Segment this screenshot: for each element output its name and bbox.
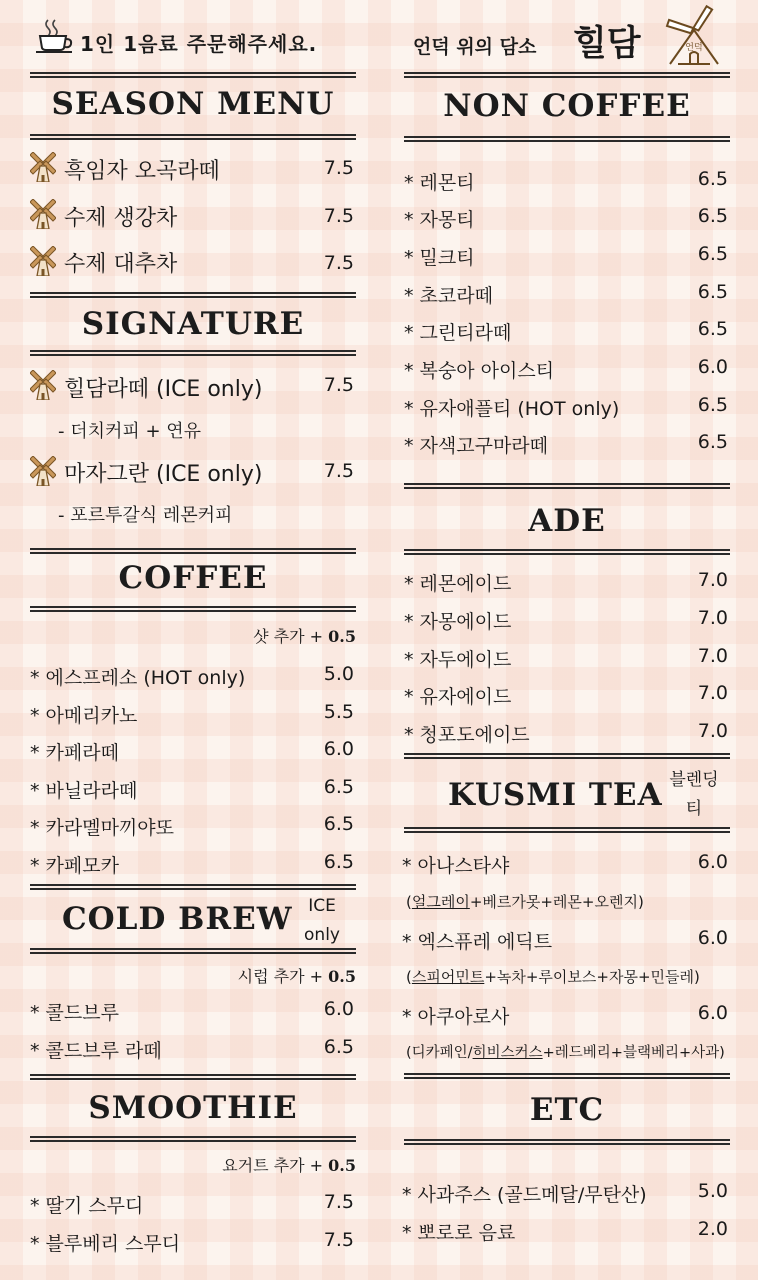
divider: [404, 1139, 730, 1145]
tea-blend-desc: [406, 891, 644, 912]
smoothie-title: SMOOTHIE: [88, 1090, 298, 1126]
menu-item-name: * 엑스퓨레 에딕트: [402, 931, 553, 953]
menu-item-name: * 콜드브루 라떼: [30, 1040, 162, 1062]
menu-item-price: 6.5: [697, 318, 728, 340]
tea-blend-desc: [406, 1041, 725, 1062]
signature-item-name: 힐담라떼 (ICE only): [64, 377, 263, 402]
blend-note-line: 블렌딩: [669, 770, 719, 790]
menu-item-name: * 아메리카노: [30, 705, 138, 727]
smoothie-addon-note: [150, 1153, 356, 1176]
menu-item-name: * 레몬에이드: [404, 573, 512, 595]
menu-item-price: 5.0: [697, 1180, 728, 1202]
divider: [404, 72, 730, 78]
signature-item-desc: - 더치커피 + 연유: [58, 421, 202, 442]
menu-item-name: * 아쿠아로사: [402, 1006, 510, 1028]
menu-item-name: * 자몽에이드: [404, 611, 512, 633]
menu-item-price: 6.0: [323, 738, 354, 760]
menu-item-name: * 카라멜마끼야또: [30, 817, 175, 839]
menu-item-price: 2.0: [697, 1218, 728, 1240]
menu-item-price: 6.0: [697, 356, 728, 378]
season-menu-title: SEASON MENU: [51, 86, 335, 122]
menu-item-price: 6.5: [323, 813, 354, 835]
ice-note-line: ICE: [308, 896, 336, 916]
brand-tagline: 언덕 위의 담소: [413, 36, 537, 58]
divider: [404, 483, 730, 489]
menu-item-price: 7.0: [697, 720, 728, 742]
menu-item-name: * 청포도에이드: [404, 724, 530, 746]
season-item-price: 7.5: [323, 205, 354, 227]
divider: [404, 549, 730, 555]
desc-rest: +베르가못+레몬+오렌지): [469, 893, 644, 911]
windmill-icon: [30, 370, 56, 400]
menu-item-name: * 카페라떼: [30, 742, 119, 764]
menu-item-price: 6.5: [697, 168, 728, 190]
menu-item-price: 6.5: [323, 1036, 354, 1058]
divider: [30, 884, 356, 890]
divider: [404, 1073, 730, 1079]
cold-brew-addon-note: [150, 964, 356, 987]
menu-item-name: * 자두에이드: [404, 649, 512, 671]
addon-label: 샷 추가 +: [253, 627, 329, 646]
addon-price: 0.5: [328, 1156, 356, 1175]
addon-price: 0.5: [328, 967, 356, 986]
addon-price: 0.5: [328, 627, 356, 646]
menu-item-price: 6.5: [697, 281, 728, 303]
divider: [30, 134, 356, 140]
logo-text: 언덕: [685, 43, 703, 53]
menu-item-price: 6.0: [323, 998, 354, 1020]
divider: [30, 1074, 356, 1080]
menu-item-name: * 자색고구마라떼: [404, 435, 549, 457]
season-item-name: 수제 대추차: [64, 252, 178, 277]
menu-item-price: 5.5: [323, 701, 354, 723]
signature-item-name: 마자그란 (ICE only): [64, 462, 263, 487]
brand-name: 힐담: [573, 24, 641, 64]
menu-item-name: * 복숭아 아이스티: [404, 360, 555, 382]
menu-item-name: * 뽀로로 음료: [402, 1222, 516, 1244]
kusmi-blend-note: [664, 766, 724, 824]
windmill-icon: [30, 152, 56, 182]
desc-highlight: 얼그레이: [411, 893, 470, 911]
season-item-price: 7.5: [323, 157, 354, 179]
blend-note-line: 티: [685, 799, 703, 819]
menu-item-name: * 바닐라라떼: [30, 780, 138, 802]
signature-item-price: 7.5: [323, 374, 354, 396]
menu-item-price: 6.0: [697, 1002, 728, 1024]
windmill-icon: [30, 199, 56, 229]
divider: [30, 548, 356, 554]
addon-label: 시럽 추가 +: [237, 967, 329, 986]
menu-item-name: * 초코라떼: [404, 285, 493, 307]
coffee-title: COFFEE: [118, 560, 268, 596]
kusmi-tea-title: KUSMI TEA: [448, 777, 663, 813]
desc-prefix: (디카페인/: [406, 1045, 473, 1061]
menu-item-name: * 자몽티: [404, 209, 475, 231]
menu-item-name: * 딸기 스무디: [30, 1195, 144, 1217]
signature-item-price: 7.5: [323, 460, 354, 482]
menu-item-price: 7.0: [697, 607, 728, 629]
coffee-addon-note: [150, 624, 356, 647]
menu-item-price: 7.0: [697, 569, 728, 591]
order-notice: 1인 1음료 주문해주세요.: [80, 32, 318, 56]
windmill-logo-icon: [662, 4, 726, 68]
windmill-icon: [30, 456, 56, 486]
menu-item-name: * 유자에이드: [404, 686, 512, 708]
menu-item-name: * 밀크티: [404, 247, 475, 269]
menu-item-name: * 그린티라떼: [404, 322, 512, 344]
ice-note-line: only: [304, 925, 340, 945]
desc-prefix: (: [406, 968, 412, 986]
menu-item-price: 6.5: [323, 851, 354, 873]
season-item-name: 수제 생강차: [64, 206, 178, 231]
desc-highlight: 히비스커스: [472, 1045, 543, 1061]
menu-item-price: 7.5: [323, 1191, 354, 1213]
desc-prefix: (: [406, 893, 412, 911]
non-coffee-title: NON COFFEE: [443, 88, 691, 124]
windmill-icon: [30, 246, 56, 276]
menu-item-price: 7.0: [697, 645, 728, 667]
etc-title: ETC: [529, 1092, 605, 1128]
menu-item-name: * 블루베리 스무디: [30, 1233, 181, 1255]
season-item-name: 흑임자 오곡라떼: [64, 159, 220, 184]
menu-item-name: * 유자애플티 (HOT only): [404, 398, 620, 420]
addon-label: 요거트 추가 +: [222, 1156, 329, 1175]
menu-item-price: 6.5: [697, 205, 728, 227]
cold-brew-title: COLD BREW: [62, 901, 293, 937]
menu-item-price: 6.5: [323, 776, 354, 798]
menu-item-name: * 에스프레소 (HOT only): [30, 667, 246, 689]
menu-item-price: 6.0: [697, 851, 728, 873]
cold-brew-ice-note: [296, 892, 348, 950]
menu-item-name: * 카페모카: [30, 855, 119, 877]
divider: [30, 72, 356, 78]
menu-item-price: 6.5: [697, 431, 728, 453]
menu-item-price: 6.5: [697, 394, 728, 416]
menu-item-name: * 레몬티: [404, 172, 475, 194]
divider: [30, 948, 356, 954]
desc-rest: +레드베리+블랙베리+사과): [542, 1045, 725, 1061]
ade-title: ADE: [528, 503, 606, 539]
menu-item-name: * 아나스타샤: [402, 855, 510, 877]
divider: [404, 827, 730, 833]
desc-highlight: 스피어민트: [411, 968, 485, 986]
menu-item-price: 6.0: [697, 927, 728, 949]
divider: [404, 753, 730, 759]
season-item-price: 7.5: [323, 252, 354, 274]
menu-item-price: 5.0: [323, 663, 354, 685]
menu-item-price: 7.5: [323, 1229, 354, 1251]
coffee-cup-icon: [36, 18, 74, 54]
menu-item-name: * 사과주스 (골드메달/무탄산): [402, 1184, 647, 1206]
tea-blend-desc: [406, 966, 700, 987]
divider: [30, 1136, 356, 1142]
divider: [404, 136, 730, 142]
signature-item-desc: - 포르투갈식 레몬커피: [58, 505, 233, 526]
divider: [30, 350, 356, 356]
menu-item-price: 6.5: [697, 243, 728, 265]
divider: [30, 606, 356, 612]
divider: [30, 292, 356, 298]
signature-title: SIGNATURE: [81, 306, 305, 342]
desc-rest: +녹차+루이보스+자몽+민들레): [484, 968, 700, 986]
menu-item-name: * 콜드브루: [30, 1002, 119, 1024]
menu-item-price: 7.0: [697, 682, 728, 704]
